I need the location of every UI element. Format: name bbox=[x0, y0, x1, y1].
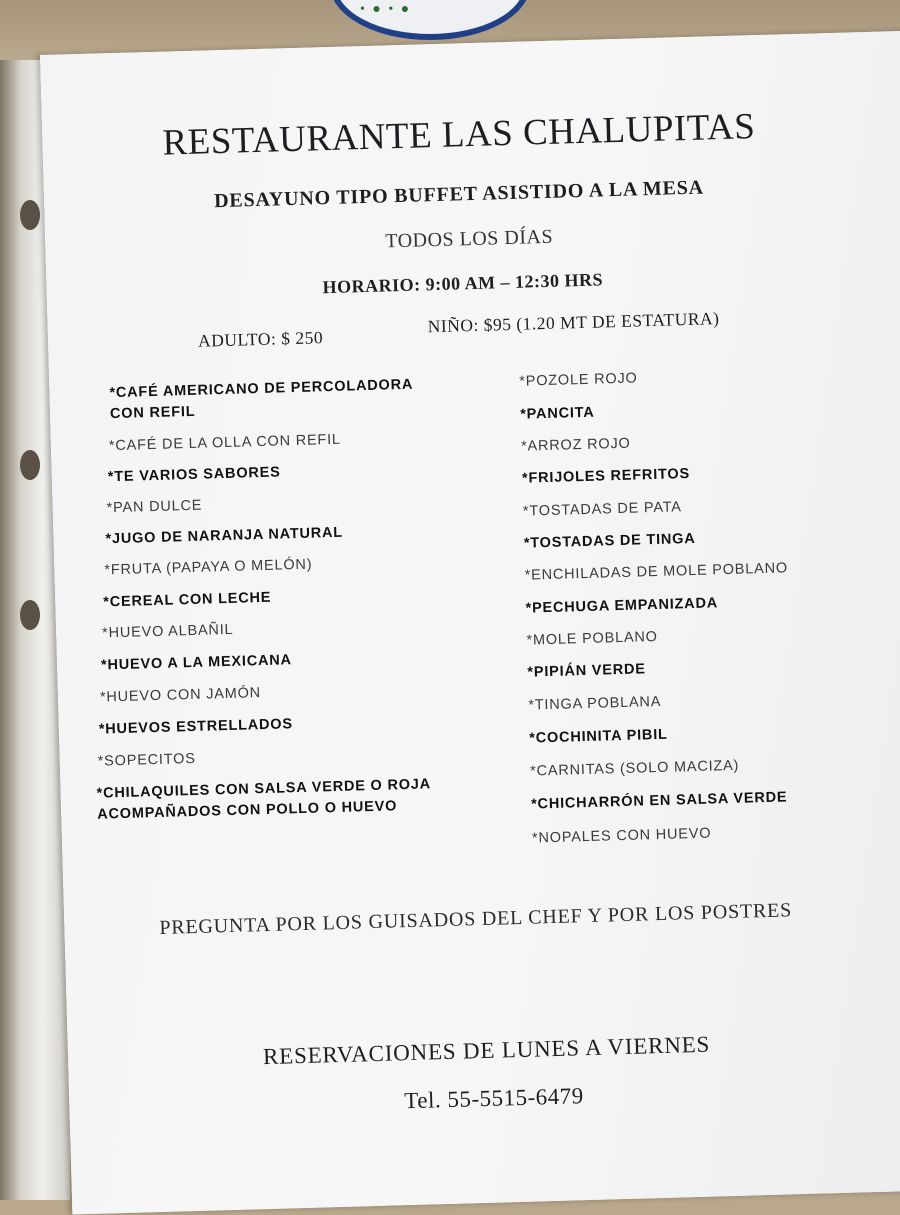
adult-price: ADULTO: $ 250 bbox=[197, 327, 324, 351]
menu-column-left bbox=[96, 371, 542, 863]
menu-item: *TINGA POBLANA bbox=[528, 693, 662, 714]
phone-number: Tel. 55-5515-6479 bbox=[403, 1083, 584, 1114]
menu-subtitle: DESAYUNO TIPO BUFFET ASISTIDO A LA MESA bbox=[213, 176, 705, 213]
menu-item: *PAN DULCE bbox=[106, 497, 203, 517]
menu-sheet bbox=[40, 31, 900, 1215]
menu-item: *CEREAL CON LECHE bbox=[103, 589, 272, 611]
menu-item: *HUEVO ALBAÑIL bbox=[101, 621, 234, 642]
menu-item: *TOSTADAS DE PATA bbox=[522, 499, 683, 520]
menu-item: *PANCITA bbox=[520, 404, 595, 423]
menu-item: *NOPALES CON HUEVO bbox=[531, 825, 712, 847]
plate-pattern-icon: • ● • ● bbox=[360, 2, 412, 17]
child-price: NIÑO: $95 (1.20 MT DE ESTATURA) bbox=[427, 308, 720, 337]
menu-item: *CARNITAS (SOLO MACIZA) bbox=[529, 757, 740, 780]
menu-item: *FRIJOLES REFRITOS bbox=[521, 466, 691, 487]
menu-item: CON REFIL bbox=[109, 403, 196, 423]
reservations-info: RESERVACIONES DE LUNES A VIERNES bbox=[262, 1031, 711, 1070]
menu-item: *SOPECITOS bbox=[97, 750, 196, 770]
menu-item: *PECHUGA EMPANIZADA bbox=[525, 595, 719, 617]
days-open: TODOS LOS DÍAS bbox=[385, 225, 554, 253]
menu-item: *POZOLE ROJO bbox=[519, 370, 638, 390]
menu-item: *HUEVO CON JAMÓN bbox=[99, 685, 262, 706]
menu-item: *HUEVO A LA MEXICANA bbox=[100, 652, 293, 674]
menu-column-right bbox=[519, 362, 892, 852]
restaurant-name: RESTAURANTE LAS CHALUPITAS bbox=[161, 106, 756, 164]
binder-hole bbox=[20, 600, 40, 630]
menu-item: *CAFÉ DE LA OLLA CON REFIL bbox=[108, 431, 342, 455]
menu-item: *COCHINITA PIBIL bbox=[529, 726, 668, 747]
menu-item: *CAFÉ AMERICANO DE PERCOLADORA bbox=[109, 376, 414, 402]
menu-item: *CHILAQUILES CON SALSA VERDE O ROJA bbox=[96, 776, 432, 802]
menu-item: *PIPIÁN VERDE bbox=[527, 661, 646, 681]
menu-item: *TOSTADAS DE TINGA bbox=[523, 530, 696, 552]
menu-item: ACOMPAÑADOS CON POLLO O HUEVO bbox=[97, 798, 398, 823]
menu-item: *MOLE POBLANO bbox=[526, 628, 658, 649]
menu-item: *ARROZ ROJO bbox=[520, 435, 631, 455]
opening-hours: HORARIO: 9:00 AM – 12:30 HRS bbox=[322, 269, 604, 298]
menu-item: *CHICHARRÓN EN SALSA VERDE bbox=[530, 789, 788, 813]
menu-item: *TE VARIOS SABORES bbox=[107, 464, 281, 486]
menu-item: *FRUTA (PAPAYA O MELÓN) bbox=[104, 556, 313, 579]
menu-item: *HUEVOS ESTRELLADOS bbox=[98, 716, 294, 738]
binder-hole bbox=[20, 450, 40, 480]
menu-item: *ENCHILADAS DE MOLE POBLANO bbox=[524, 560, 789, 584]
menu-item: *JUGO DE NARANJA NATURAL bbox=[105, 524, 344, 548]
binder-hole bbox=[20, 200, 40, 230]
chef-note: PREGUNTA POR LOS GUISADOS DEL CHEF Y POR LOS POSTRES bbox=[159, 899, 793, 940]
